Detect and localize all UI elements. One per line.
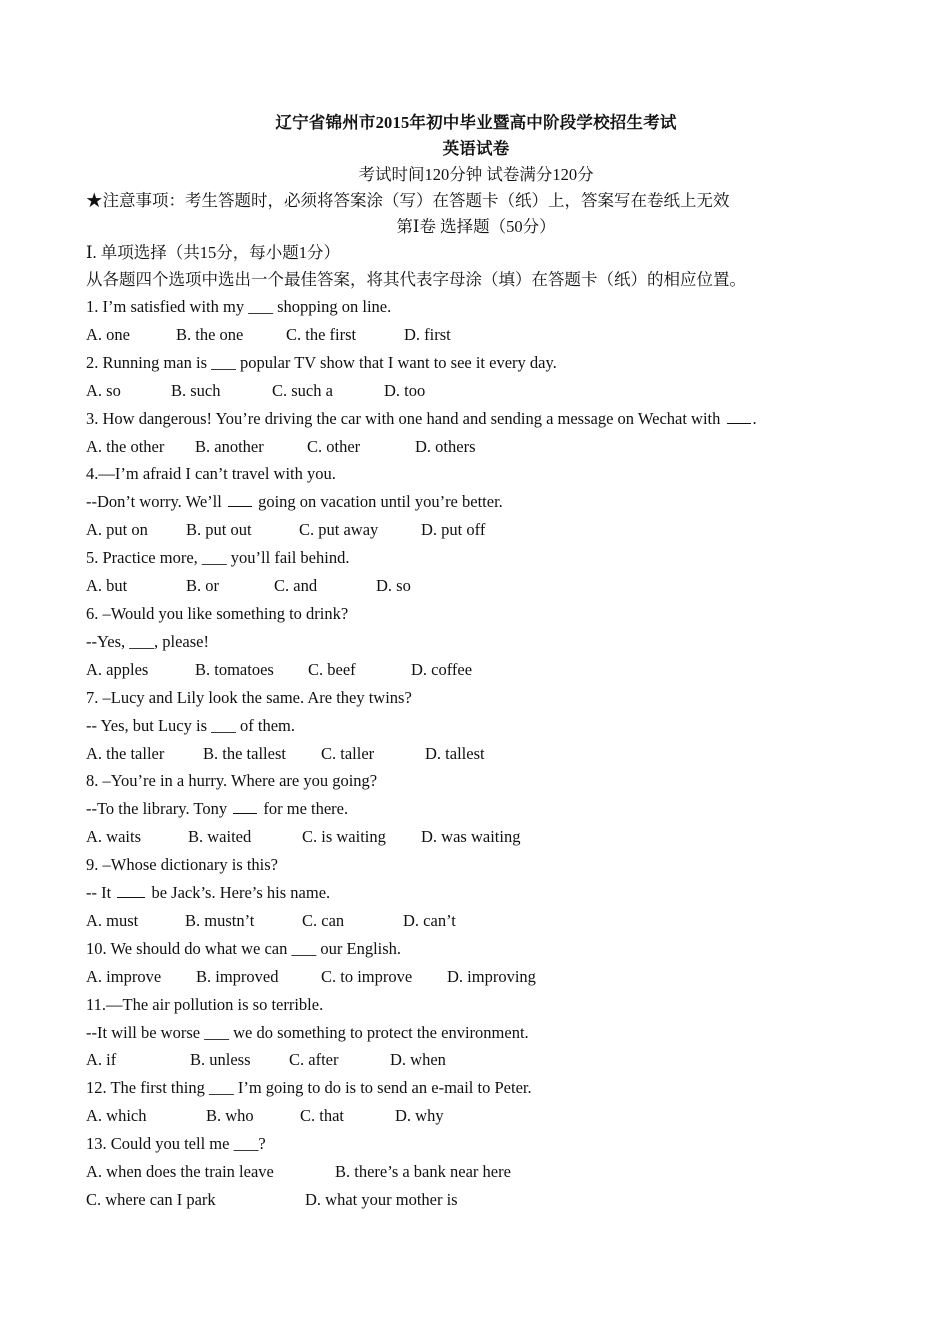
question-12-options — [86, 1102, 890, 1130]
question-7-response: -- Yes, but Lucy is ___ of them. — [86, 715, 295, 735]
option-b: B. waited — [188, 827, 252, 847]
option-a: A. but — [86, 576, 128, 596]
option-a: A. must — [86, 910, 139, 930]
option-d: D. why — [395, 1106, 444, 1126]
question-4-stem: 4.—I’m afraid I can’t travel with you. — [86, 464, 336, 484]
option-b: B. another — [195, 436, 264, 456]
question-10-stem: 10. We should do what we can ___ our English. — [86, 938, 402, 958]
question-3-text: 3. How dangerous! You’re driving the car with one hand and sending a message on Wechat with — [86, 408, 721, 428]
question-10-options — [86, 963, 890, 991]
question-9-response-tail: be Jack’s. Here’s his name. — [151, 883, 331, 903]
question-8-response-text: --To the library. Tony — [86, 799, 228, 819]
question-5-stem: 5. Practice more, ___ you’ll fail behind. — [86, 548, 350, 568]
option-d: D. improving — [447, 966, 536, 986]
part-heading: 第Ⅰ卷 选择题（50分） — [396, 217, 556, 236]
question-6-options — [86, 656, 890, 684]
answer-blank — [727, 409, 751, 424]
question-13-options-row-1 — [86, 1158, 890, 1186]
option-b: B. the tallest — [203, 743, 286, 763]
question-11-response: --It will be worse ___ we do something to protect the environment. — [86, 1022, 529, 1042]
question-13-stem: 13. Could you tell me ___? — [86, 1134, 266, 1154]
option-c: C. can — [302, 910, 345, 930]
option-d: D. was waiting — [421, 827, 521, 847]
option-b: B. mustn’t — [185, 910, 255, 930]
option-b: B. improved — [196, 966, 279, 986]
answer-blank — [228, 492, 252, 507]
exam-title: 辽宁省锦州市2015年初中毕业暨高中阶段学校招生考试 — [275, 113, 677, 132]
question-2-options — [86, 377, 890, 405]
question-9-response-text: -- It — [86, 883, 112, 903]
option-a: A. so — [86, 380, 121, 400]
option-d: D. too — [384, 380, 426, 400]
question-8-options — [86, 823, 890, 851]
option-c: C. and — [274, 576, 318, 596]
option-a: A. put on — [86, 520, 148, 540]
option-d: D. others — [415, 436, 476, 456]
exam-time-info: 考试时间120分钟 试卷满分120分 — [358, 165, 594, 184]
question-3-options — [86, 433, 890, 461]
question-8-response — [86, 795, 890, 823]
option-c: C. where can I park — [86, 1190, 216, 1209]
question-6-stem: 6. –Would you like something to drink? — [86, 603, 349, 623]
question-13-options-row-2 — [86, 1186, 890, 1214]
option-d: D. can’t — [403, 910, 456, 930]
question-5-options — [86, 572, 890, 600]
option-c: C. that — [300, 1106, 344, 1126]
question-9-response — [86, 879, 890, 907]
question-12-stem: 12. The first thing ___ I’m going to do is to send an e-mail to Peter. — [86, 1078, 532, 1098]
question-1-options — [86, 321, 890, 349]
question-9-stem: 9. –Whose dictionary is this? — [86, 855, 279, 875]
exam-subtitle: 英语试卷 — [442, 139, 510, 158]
option-a: A. the taller — [86, 743, 165, 763]
option-d: D. first — [404, 324, 451, 344]
option-c: C. to improve — [321, 966, 413, 986]
question-6-response: --Yes, ___, please! — [86, 631, 209, 651]
question-1-stem: 1. I’m satisfied with my ___ shopping on line. — [86, 297, 392, 316]
option-a: A. the other — [86, 436, 165, 456]
option-c: C. the first — [286, 324, 357, 344]
option-c: C. other — [307, 436, 361, 456]
option-c: C. such a — [272, 380, 333, 400]
question-3-tail: . — [752, 408, 757, 428]
option-b: B. put out — [186, 520, 252, 540]
option-d: D. so — [376, 576, 411, 596]
option-a: A. waits — [86, 827, 141, 847]
answer-blank — [233, 799, 257, 814]
option-a: A. when does the train leave — [86, 1162, 274, 1182]
question-4-response-text: --Don’t worry. We’ll — [86, 492, 222, 512]
section-heading: Ⅰ. 单项选择（共15分，每小题1分） — [86, 243, 341, 262]
option-d: D. coffee — [411, 659, 473, 679]
option-c: C. beef — [308, 659, 356, 679]
exam-notice: ★注意事项：考生答题时，必须将答案涂（写）在答题卡（纸）上，答案写在卷纸上无效 — [86, 191, 730, 210]
question-4-response-tail: going on vacation until you’re better. — [258, 492, 503, 512]
option-b: B. such — [171, 380, 221, 400]
option-a: A. if — [86, 1050, 117, 1070]
option-a: A. which — [86, 1106, 147, 1126]
option-b: B. the one — [176, 324, 244, 344]
option-b: B. there’s a bank near here — [335, 1162, 511, 1182]
option-b: B. unless — [190, 1050, 251, 1070]
question-4-response — [86, 488, 890, 516]
option-c: C. put away — [299, 520, 379, 540]
option-d: D. when — [390, 1050, 446, 1070]
question-11-options — [86, 1046, 890, 1074]
option-b: B. tomatoes — [195, 659, 274, 679]
option-d: D. what your mother is — [305, 1190, 458, 1209]
question-11-stem: 11.—The air pollution is so terrible. — [86, 994, 324, 1014]
option-a: A. improve — [86, 966, 162, 986]
option-c: C. is waiting — [302, 827, 386, 847]
option-b: B. or — [186, 576, 219, 596]
option-a: A. apples — [86, 659, 149, 679]
question-8-response-tail: for me there. — [263, 799, 349, 819]
question-7-options — [86, 740, 890, 768]
question-7-stem: 7. –Lucy and Lily look the same. Are they twins? — [86, 687, 412, 707]
option-b: B. who — [206, 1106, 254, 1126]
question-3-stem — [86, 405, 890, 433]
answer-blank — [117, 883, 145, 898]
section-instruction: 从各题四个选项中选出一个最佳答案，将其代表字母涂（填）在答题卡（纸）的相应位置。 — [86, 270, 746, 289]
option-a: A. one — [86, 324, 130, 344]
question-2-stem: 2. Running man is ___ popular TV show that I want to see it every day. — [86, 352, 557, 372]
option-c: C. after — [289, 1050, 339, 1070]
question-4-options — [86, 516, 890, 544]
option-c: C. taller — [321, 743, 375, 763]
question-9-options — [86, 907, 890, 935]
option-d: D. tallest — [425, 743, 485, 763]
option-d: D. put off — [421, 520, 486, 540]
question-8-stem: 8. –You’re in a hurry. Where are you going? — [86, 771, 378, 791]
